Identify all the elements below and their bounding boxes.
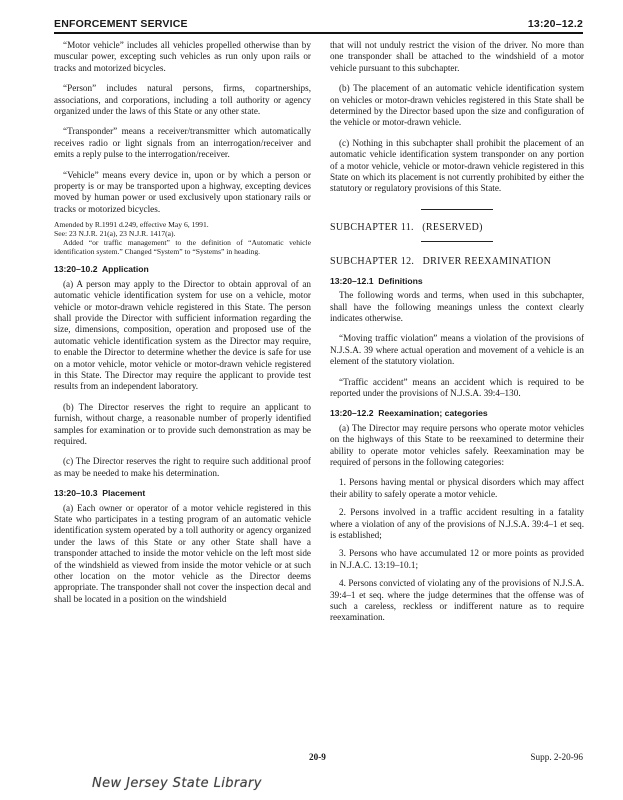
subchapter-11-title: SUBCHAPTER 11. (RESERVED): [330, 221, 483, 233]
section-divider: [421, 209, 493, 210]
placement-paragraph-a: (a) Each owner or operator of a motor vehicle registered in this State who participates in a testing program of an automatic vehicle identification system operated by a toll authority or agency organized under the laws of this State or any other State shall have a transponder attached to inside the motor vehicle on the left most side of the windshield as viewed from inside the motor vehicle or at such other location on the motor vehicle as the Director deems appropriate. The transponder shall not cover the inspection decal and shall be located in a position on the windshield: [54, 502, 311, 604]
placement-paragraph-b: (b) The placement of an automatic vehicle identification system on vehicles or motor-drawn vehicles registered in this State shall be determined by the Director based upon the size and configuration of the vehicle or motor-drawn vehicle.: [330, 83, 584, 128]
header-title: ENFORCEMENT SERVICE: [54, 18, 188, 30]
section-heading-application: [54, 264, 311, 275]
section-heading-placement: [54, 488, 311, 499]
section-title: Reexamination; categories: [378, 408, 488, 419]
amendment-line: See: 23 N.J.R. 21(a), 23 N.J.R. 1417(a).: [54, 229, 176, 239]
application-paragraph-a: (a) A person may apply to the Director to obtain approval of an automatic vehicle identification system for use on a vehicle, motor vehicle or motor-drawn vehicle registered in this State. The person shall provide the Director with sufficient information regarding the size, dimensions, composition, operation and proposed use of the automatic vehicle identification system as the Director may require, to enable the Director to determine whether the device is safe for use on a motor vehicle, motor vehicle or motor-drawn vehicle registered in this State. The Director may require the applicant to provide test results from an independent laboratory.: [54, 278, 311, 392]
placement-paragraph-a-continued: that will not unduly restrict the vision of the driver. No more than one transponder shall be attached to the windshield of a motor vehicle pursuant to this subchapter.: [330, 40, 584, 73]
section-title: Placement: [102, 488, 146, 499]
definition-transponder: “Transponder” means a receiver/transmitter which automatically receives radio or light signals from an interrogation/receiver and emits a reply pulse to the interrogation/receiver.: [54, 126, 311, 160]
definition-person: “Person” includes natural persons, firms, copartnerships, associations, and corporations, including a toll authority or agency organized under the laws of this State or any other state.: [54, 83, 311, 117]
subchapter-12-title: SUBCHAPTER 12. DRIVER REEXAMINATION: [330, 256, 552, 268]
amendment-note: [54, 220, 311, 256]
placement-paragraph-c: (c) Nothing in this subchapter shall prohibit the placement of an automatic vehicle identification system transponder on any portion of a motor vehicle, vehicle or motor-drawn vehicle registered in this State on which its placement is not currently prohibited by either the statutory or regulatory provisions of this State.: [330, 137, 584, 194]
list-item: 4. Persons convicted of violating any of the provisions of N.J.S.A. 39:4–1 et seq. where the judge determines that the offense was of such a careless, reckless or indifferent nature as to require reexamination.: [330, 578, 584, 623]
left-column: [54, 40, 311, 614]
section-number: 13:20–10.2: [54, 264, 98, 275]
application-paragraph-c: (c) The Director reserves the right to require such additional proof as may be needed to make his determination.: [54, 456, 311, 478]
section-title: Definitions: [378, 275, 423, 286]
section-number: 13:20–12.1: [330, 275, 374, 286]
header-section-number: 13:20–12.2: [527, 18, 583, 30]
page-footer: [54, 752, 583, 766]
reexamination-paragraph-a: (a) The Director may require persons who operate motor vehicles on the highways of this State to be reexamined to determine their ability to operate motor vehicles safely. Reexamination may be required of persons in the following categories:: [330, 422, 584, 467]
running-header: [54, 8, 583, 34]
section-number: 13:20–12.2: [330, 408, 374, 419]
list-item: 1. Persons having mental or physical disorders which may affect their ability to safely operate a motor vehicle.: [330, 477, 584, 499]
list-item: 2. Persons involved in a traffic accident resulting in a fatality where a violation of any of the provisions of N.J.S.A. 39:4–1 et seq. is established;: [330, 507, 584, 540]
application-paragraph-b: (b) The Director reserves the right to require an applicant to furnish, without charge, a reasonable number of properly identified samples for examination or to provide such demonstration as may be required.: [54, 401, 311, 446]
definition-vehicle: “Vehicle” means every device in, upon or by which a person or property is or may be transported upon a highway, excepting devices moved by human power or used exclusively upon stationary rails or tracks or motorized bicycles.: [54, 169, 311, 214]
section-heading-reexamination: [330, 408, 584, 419]
definitions-intro: The following words and terms, when used in this subchapter, shall have the following meanings unless the context clearly indicates otherwise.: [330, 290, 584, 323]
section-number: 13:20–10.3: [54, 488, 98, 499]
amendment-line: Amended by R.1991 d.249, effective May 6, 1991.: [54, 220, 209, 230]
definition-traffic-accident: “Traffic accident” means an accident which is required to be reported under the provisions of N.J.S.A. 39:4–130.: [330, 376, 584, 398]
library-stamp: New Jersey State Library: [92, 776, 262, 791]
definition-moving-traffic-violation: “Moving traffic violation” means a violation of the provisions of N.J.S.A. 39 where actual operation and movement of a vehicle is an element of the statutory violation.: [330, 333, 584, 367]
definition-motor-vehicle: “Motor vehicle” includes all vehicles propelled otherwise than by muscular power, excepting such vehicles as run only upon rails or tracks and motorized bicycles.: [54, 40, 311, 73]
right-column: [330, 40, 584, 631]
amendment-line: Added “or traffic management” to the definition of “Automatic vehicle identification system.” Changed “System” to “Systems” in heading.: [54, 238, 311, 257]
section-title: Application: [101, 264, 149, 275]
list-item: 3. Persons who have accumulated 12 or more points as provided in N.J.A.C. 13:19–10.1;: [330, 548, 584, 570]
section-heading-definitions: [330, 276, 584, 287]
section-divider: [421, 241, 493, 242]
supplement-date: Supp. 2-20-96: [530, 752, 583, 762]
page-number: 20-9: [309, 752, 326, 762]
